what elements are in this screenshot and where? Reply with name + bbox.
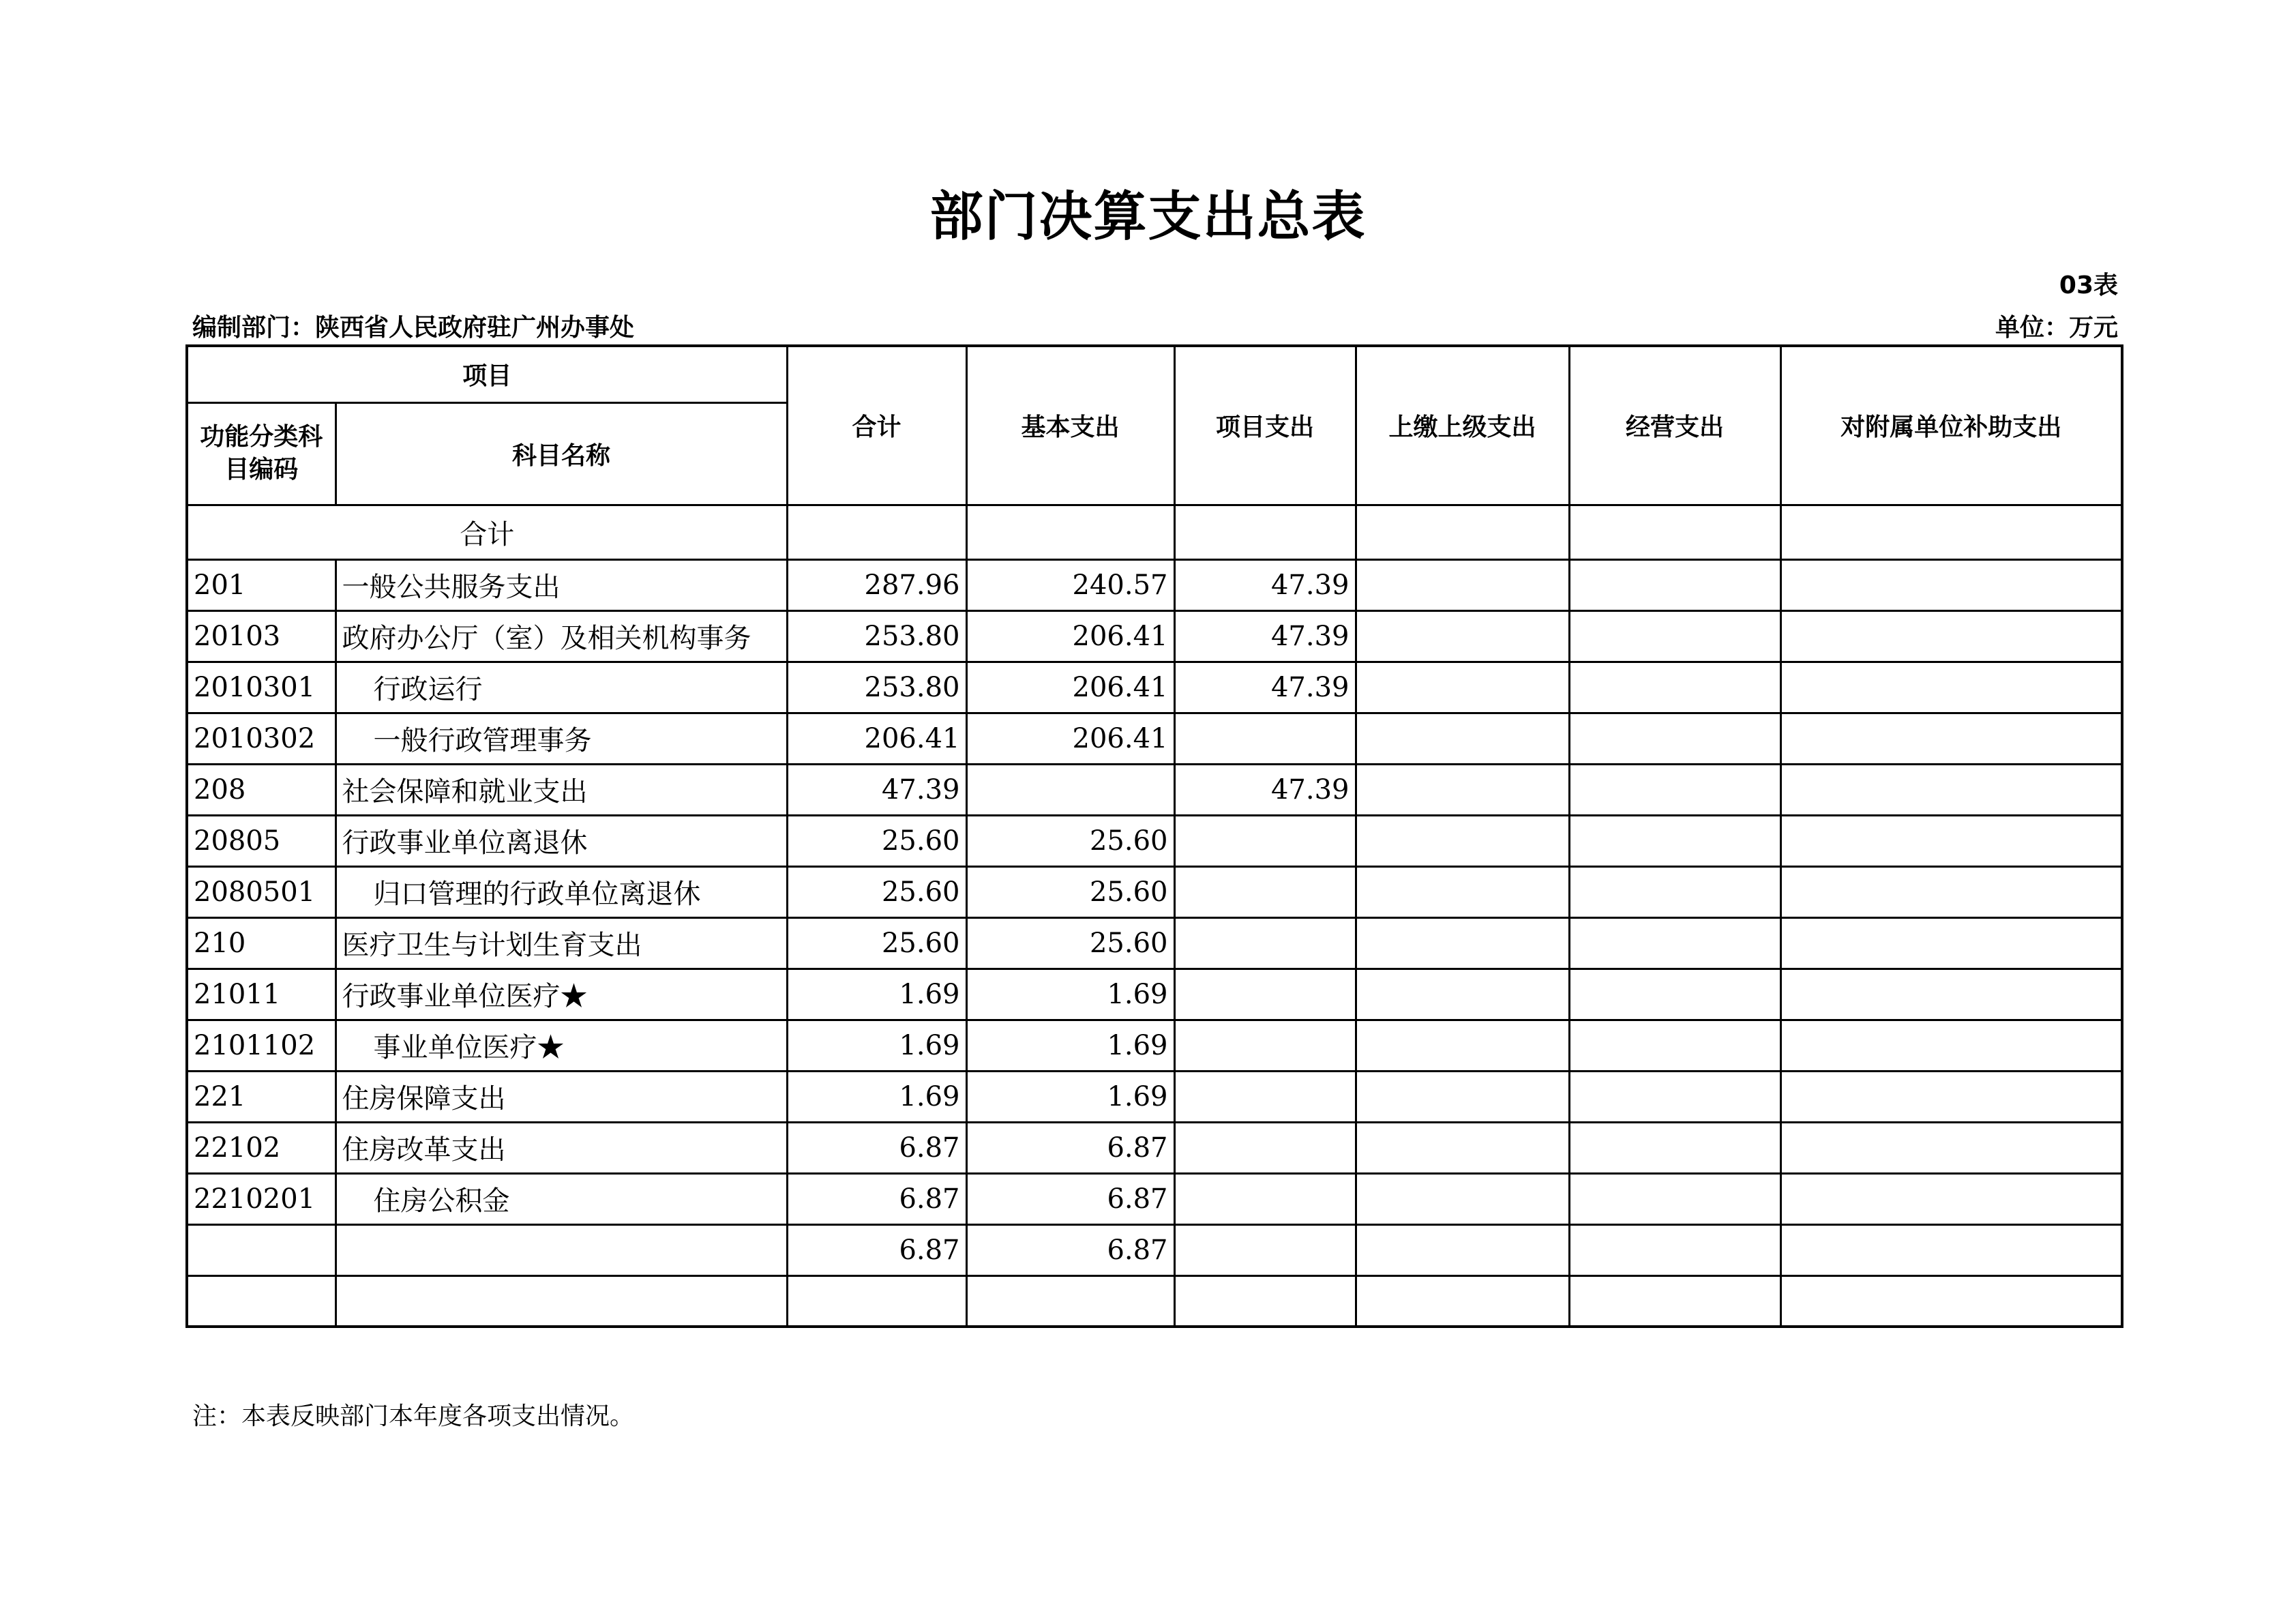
total-cell: 25.60 <box>787 866 966 917</box>
total-cell: 25.60 <box>787 917 966 969</box>
upper-cell <box>1356 505 1569 559</box>
code-cell: 201 <box>187 559 336 610</box>
total-cell <box>787 1275 966 1327</box>
upper-cell <box>1356 662 1569 713</box>
upper-cell <box>1356 866 1569 917</box>
page-title: 部门决算支出总表 <box>929 186 1367 248</box>
table-row <box>187 969 2122 1020</box>
name-cell: 政府办公厅（室）及相关机构事务 <box>336 610 787 662</box>
name-text: 一般行政管理事务 <box>373 725 592 756</box>
code-cell: 221 <box>187 1071 336 1122</box>
header-business: 经营支出 <box>1569 346 1780 505</box>
subsidy-cell <box>1780 764 2122 815</box>
code-cell: 2080501 <box>187 866 336 917</box>
project-cell <box>1174 917 1356 969</box>
code-cell: 2101102 <box>187 1020 336 1071</box>
basic-cell: 25.60 <box>966 866 1174 917</box>
table-row <box>187 713 2122 764</box>
subsidy-cell <box>1780 866 2122 917</box>
code-cell: 2010301 <box>187 662 336 713</box>
basic-cell: 1.69 <box>966 969 1174 1020</box>
basic-cell: 1.69 <box>966 1020 1174 1071</box>
subsidy-cell <box>1780 917 2122 969</box>
subsidy-cell <box>1780 505 2122 559</box>
basic-cell <box>966 764 1174 815</box>
name-cell: 社会保障和就业支出 <box>336 764 787 815</box>
code-cell: 20103 <box>187 610 336 662</box>
name-cell: 医疗卫生与计划生育支出 <box>336 917 787 969</box>
business-cell <box>1569 866 1780 917</box>
project-cell <box>1174 1122 1356 1173</box>
name-cell: 一般公共服务支出 <box>336 559 787 610</box>
business-cell <box>1569 713 1780 764</box>
table-note: 注：本表反映部门本年度各项支出情况。 <box>192 1402 635 1430</box>
upper-cell <box>1356 559 1569 610</box>
table-row <box>187 1020 2122 1071</box>
table-row <box>187 559 2122 610</box>
total-cell: 206.41 <box>787 713 966 764</box>
subsidy-cell <box>1780 610 2122 662</box>
business-cell <box>1569 1122 1780 1173</box>
business-cell <box>1569 662 1780 713</box>
code-cell: 210 <box>187 917 336 969</box>
name-cell: 住房保障支出 <box>336 1071 787 1122</box>
table-row <box>187 1173 2122 1224</box>
name-cell <box>336 1224 787 1275</box>
total-cell: 253.80 <box>787 610 966 662</box>
header-name: 科目名称 <box>336 402 787 505</box>
total-cell: 1.69 <box>787 969 966 1020</box>
total-cell <box>787 505 966 559</box>
project-cell <box>1174 1275 1356 1327</box>
code-cell: 22102 <box>187 1122 336 1173</box>
project-cell: 47.39 <box>1174 610 1356 662</box>
basic-cell: 1.69 <box>966 1071 1174 1122</box>
code-cell <box>187 1224 336 1275</box>
subsidy-cell <box>1780 1071 2122 1122</box>
business-cell <box>1569 917 1780 969</box>
name-cell <box>336 1173 787 1224</box>
business-cell <box>1569 505 1780 559</box>
subsidy-cell <box>1780 1020 2122 1071</box>
table-row <box>187 1275 2122 1327</box>
name-cell: 住房改革支出 <box>336 1122 787 1173</box>
business-cell <box>1569 764 1780 815</box>
business-cell <box>1569 969 1780 1020</box>
subsidy-cell <box>1780 1173 2122 1224</box>
code-cell: 20805 <box>187 815 336 866</box>
project-cell: 47.39 <box>1174 662 1356 713</box>
name-text: 归口管理的行政单位离退休 <box>373 879 701 910</box>
name-cell: 行政事业单位医疗★ <box>336 969 787 1020</box>
basic-cell: 240.57 <box>966 559 1174 610</box>
code-cell: 21011 <box>187 969 336 1020</box>
basic-cell: 206.41 <box>966 662 1174 713</box>
upper-cell <box>1356 1275 1569 1327</box>
code-cell: 2210201 <box>187 1173 336 1224</box>
upper-cell <box>1356 1173 1569 1224</box>
basic-cell <box>966 1275 1174 1327</box>
total-row <box>187 505 2122 559</box>
name-cell <box>336 1275 787 1327</box>
total-cell: 287.96 <box>787 559 966 610</box>
business-cell <box>1569 1224 1780 1275</box>
total-cell: 47.39 <box>787 764 966 815</box>
table-number: 03表 <box>2059 271 2118 299</box>
total-cell: 6.87 <box>787 1173 966 1224</box>
subsidy-cell <box>1780 1224 2122 1275</box>
subsidy-cell <box>1780 559 2122 610</box>
name-text: 住房公积金 <box>373 1185 510 1217</box>
basic-cell <box>966 505 1174 559</box>
upper-cell <box>1356 610 1569 662</box>
table-row <box>187 815 2122 866</box>
upper-cell <box>1356 969 1569 1020</box>
table-row <box>187 1224 2122 1275</box>
upper-cell <box>1356 1020 1569 1071</box>
total-cell: 6.87 <box>787 1224 966 1275</box>
table-row <box>187 662 2122 713</box>
header-basic: 基本支出 <box>966 346 1174 505</box>
header-subsidy: 对附属单位补助支出 <box>1780 346 2122 505</box>
project-cell <box>1174 1071 1356 1122</box>
total-label: 合计 <box>187 505 787 559</box>
upper-cell <box>1356 764 1569 815</box>
project-cell <box>1174 866 1356 917</box>
project-cell <box>1174 1224 1356 1275</box>
basic-cell: 25.60 <box>966 917 1174 969</box>
subsidy-cell <box>1780 713 2122 764</box>
subsidy-cell <box>1780 1275 2122 1327</box>
total-cell: 6.87 <box>787 1122 966 1173</box>
business-cell <box>1569 1071 1780 1122</box>
basic-cell: 25.60 <box>966 815 1174 866</box>
table-row <box>187 917 2122 969</box>
upper-cell <box>1356 1224 1569 1275</box>
subsidy-cell <box>1780 815 2122 866</box>
subsidy-cell <box>1780 969 2122 1020</box>
business-cell <box>1569 1173 1780 1224</box>
header-item-group: 项目 <box>187 346 787 402</box>
table-row <box>187 866 2122 917</box>
business-cell <box>1569 610 1780 662</box>
business-cell <box>1569 815 1780 866</box>
name-cell <box>336 866 787 917</box>
header-total: 合计 <box>787 346 966 505</box>
basic-cell: 6.87 <box>966 1224 1174 1275</box>
name-cell: 行政事业单位离退休 <box>336 815 787 866</box>
department-label: 编制部门：陕西省人民政府驻广州办事处 <box>192 314 635 342</box>
code-cell: 208 <box>187 764 336 815</box>
basic-cell: 206.41 <box>966 610 1174 662</box>
unit-label: 单位：万元 <box>1995 314 2118 342</box>
subsidy-cell <box>1780 1122 2122 1173</box>
basic-cell: 6.87 <box>966 1122 1174 1173</box>
project-cell <box>1174 505 1356 559</box>
upper-cell <box>1356 1071 1569 1122</box>
header-code: 功能分类科目编码 <box>187 402 336 505</box>
business-cell <box>1569 559 1780 610</box>
subsidy-cell <box>1780 662 2122 713</box>
name-cell <box>336 1020 787 1071</box>
upper-cell <box>1356 917 1569 969</box>
business-cell <box>1569 1020 1780 1071</box>
project-cell <box>1174 1173 1356 1224</box>
name-cell <box>336 713 787 764</box>
project-cell <box>1174 815 1356 866</box>
table-row <box>187 764 2122 815</box>
total-cell: 1.69 <box>787 1020 966 1071</box>
expenditure-table <box>185 344 2123 1328</box>
header-project: 项目支出 <box>1174 346 1356 505</box>
total-cell: 253.80 <box>787 662 966 713</box>
project-cell: 47.39 <box>1174 559 1356 610</box>
project-cell: 47.39 <box>1174 764 1356 815</box>
basic-cell: 6.87 <box>966 1173 1174 1224</box>
total-cell: 25.60 <box>787 815 966 866</box>
project-cell <box>1174 713 1356 764</box>
name-cell <box>336 662 787 713</box>
table-row <box>187 1122 2122 1173</box>
table-row <box>187 1071 2122 1122</box>
header-upper: 上缴上级支出 <box>1356 346 1569 505</box>
name-text: 事业单位医疗★ <box>373 1032 565 1063</box>
code-cell <box>187 1275 336 1327</box>
project-cell <box>1174 969 1356 1020</box>
upper-cell <box>1356 815 1569 866</box>
code-cell: 2010302 <box>187 713 336 764</box>
name-text: 行政运行 <box>373 674 483 705</box>
total-cell: 1.69 <box>787 1071 966 1122</box>
upper-cell <box>1356 713 1569 764</box>
upper-cell <box>1356 1122 1569 1173</box>
project-cell <box>1174 1020 1356 1071</box>
business-cell <box>1569 1275 1780 1327</box>
basic-cell: 206.41 <box>966 713 1174 764</box>
table-row <box>187 610 2122 662</box>
